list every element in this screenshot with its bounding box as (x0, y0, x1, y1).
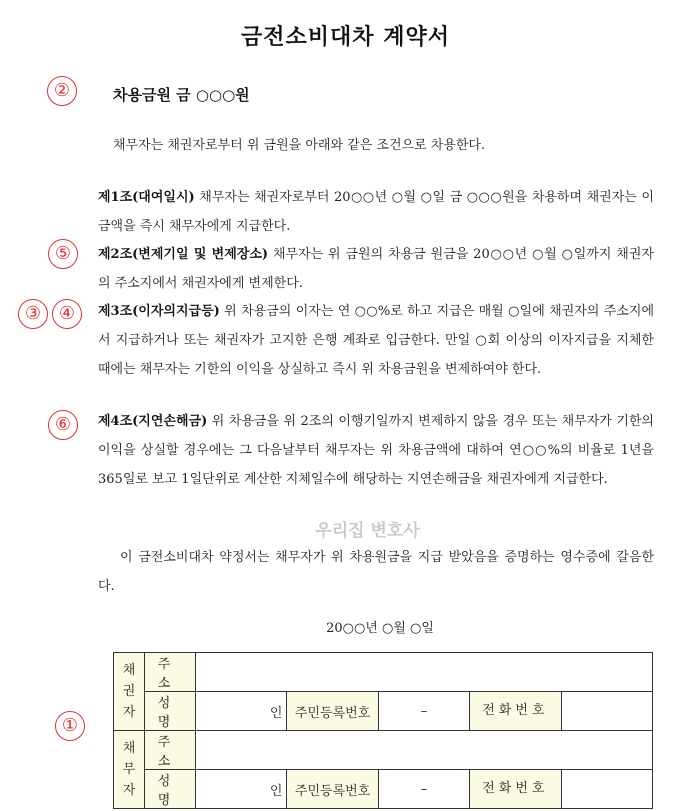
debtor-label: 채무자 (114, 731, 145, 809)
article-2 (98, 240, 654, 298)
creditor-address-label: 주소 (145, 653, 196, 692)
document-title: 금전소비대차 계약서 (241, 25, 450, 50)
creditor-phone-value[interactable] (561, 692, 652, 731)
creditor-seal: 인 (196, 692, 287, 731)
creditor-id-value[interactable]: – (378, 692, 469, 731)
debtor-address-value[interactable] (196, 731, 653, 770)
marker-2: ② (47, 76, 77, 106)
watermark-text: 우리집 변호사 (315, 521, 420, 541)
article-3 (98, 297, 654, 384)
article-4 (98, 407, 654, 494)
creditor-phone-label: 전화번호 (470, 692, 561, 731)
article-2-heading: 제2조(변제기일 및 변제장소) (98, 247, 269, 262)
creditor-label: 채권자 (114, 653, 145, 731)
intro-text: 채무자는 채권자로부터 위 금원을 아래와 같은 조건으로 차용한다. (113, 138, 486, 153)
article-1-heading: 제1조(대여일시) (98, 190, 195, 205)
article-2-text: 채무자는 위 금원의 차용금 원금을 20○○년 ○월 ○일까지 채권자의 주소지에서 채권자에게 변제한다. (98, 247, 654, 291)
parties-table (113, 652, 653, 809)
article-3-text: 위 차용금의 이자는 연 ○○%로 하고 지급은 매월 ○일에 채권자의 주소지에서 지급하거나 또는 채권자가 고지한 은행 계좌로 입금한다. 만일 ○회 이상의 이자지급을 지체한 때에는 채무자는 기한의 이익을 상실하고 즉시 위 차용금원을 변제하여야 한다. (98, 304, 654, 377)
article-4-text: 위 차용금을 위 2조의 이행기일까지 변제하지 않을 경우 또는 채무자가 기한의 이익을 상실할 경우에는 그 다음날부터 채무자는 위 차용금액에 대하여 연○○%의 비율로 1년을 365일로 보고 1일단위로 계산한 지체일수에 해당하는 지연손해금을 채권자에게 지급한다. (98, 414, 654, 487)
marker-5: ⑤ (48, 239, 78, 269)
article-1 (98, 183, 654, 241)
debtor-name-row (114, 770, 653, 809)
article-4-heading: 제4조(지연손해금) (98, 414, 208, 429)
marker-3: ③ (18, 299, 48, 329)
marker-1: ① (55, 711, 85, 741)
debtor-name-label: 성명 (145, 770, 196, 809)
contract-date: 20○○년 ○월 ○일 (326, 621, 434, 636)
debtor-seal: 인 (196, 770, 287, 809)
marker-6: ⑥ (48, 410, 78, 440)
creditor-name-row (114, 692, 653, 731)
creditor-id-label: 주민등록번호 (287, 692, 378, 731)
creditor-name-label: 성명 (145, 692, 196, 731)
article-1-text: 채무자는 채권자로부터 20○○년 ○월 ○일 금 ○○○원을 차용하며 채권자는 이 금액을 즉시 채무자에게 지급한다. (98, 190, 654, 234)
loan-amount-line: 차용금원 금 ○○○원 (113, 86, 250, 104)
debtor-address-label: 주소 (145, 731, 196, 770)
creditor-address-row (114, 653, 653, 692)
article-3-heading: 제3조(이자의지급등) (98, 304, 220, 319)
debtor-address-row (114, 731, 653, 770)
marker-4: ④ (52, 299, 82, 329)
debtor-id-label: 주민등록번호 (287, 770, 378, 809)
receipt-clause: 이 금전소비대차 약정서는 채무자가 위 차용원금을 지급 받았음을 증명하는 영수증에 갈음한다. (98, 550, 654, 594)
creditor-address-value[interactable] (196, 653, 653, 692)
debtor-id-value[interactable]: – (378, 770, 469, 809)
debtor-phone-value[interactable] (561, 770, 652, 809)
debtor-phone-label: 전화번호 (470, 770, 561, 809)
